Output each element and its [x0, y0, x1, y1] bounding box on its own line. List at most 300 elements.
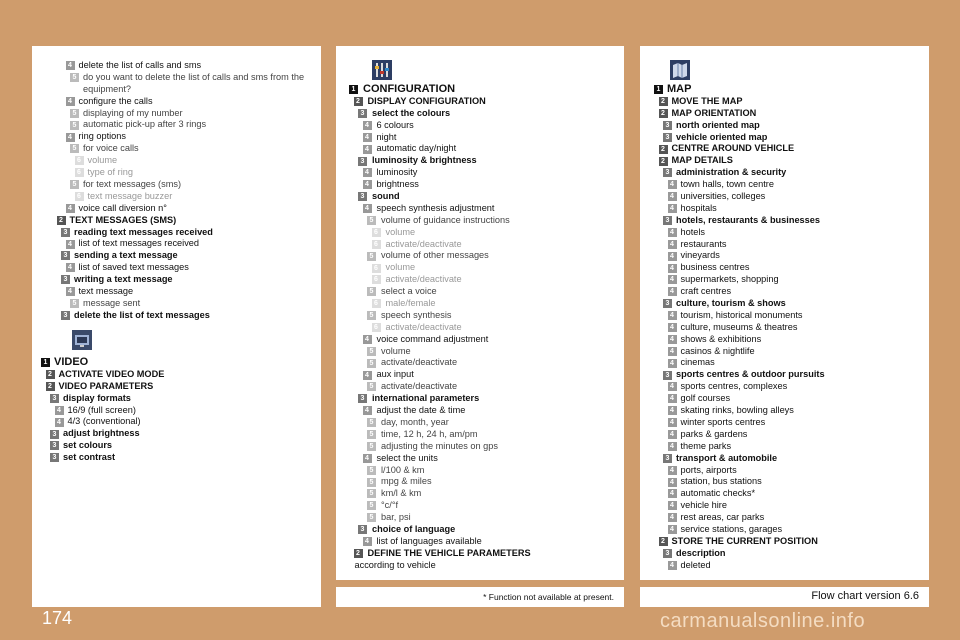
menu-item-label: activate/deactivate [381, 357, 458, 368]
level-badge: 4 [668, 323, 677, 332]
menu-item [640, 346, 929, 358]
menu-item-label: culture, tourism & shows [676, 298, 786, 309]
menu-item [52, 72, 341, 96]
level-badge: 3 [50, 394, 59, 403]
level-badge: 2 [46, 370, 55, 379]
menu-item-label: activate/deactivate [385, 321, 462, 332]
level-badge: 4 [668, 478, 677, 487]
level-badge: 4 [668, 287, 677, 296]
menu-item-label: day, month, year [381, 416, 449, 427]
level-badge: 4 [668, 489, 677, 498]
menu-item [640, 167, 929, 179]
level-badge: 5 [367, 513, 376, 522]
menu-item [52, 60, 341, 72]
footnote-box [336, 587, 624, 607]
menu-item-label: select the colours [372, 107, 451, 118]
menu-item-label: north oriented map [676, 119, 760, 130]
level-badge: 4 [66, 287, 75, 296]
menu-item [32, 381, 321, 393]
level-badge: 6 [372, 264, 381, 273]
menu-item-label: DEFINE THE VEHICLE PARAMETERS [367, 547, 531, 558]
menu-item-label: volume of other messages [381, 250, 489, 261]
level-badge: 4 [363, 145, 372, 154]
level-badge: 4 [668, 240, 677, 249]
menu-item-label: volume [87, 155, 118, 166]
menu-item-label: theme parks [680, 440, 732, 451]
level-badge: 3 [50, 453, 59, 462]
menu-item [32, 440, 321, 452]
level-badge: 1 [349, 85, 358, 94]
level-badge: 5 [367, 466, 376, 475]
menu-item [336, 203, 624, 215]
level-badge: 3 [663, 168, 672, 177]
menu-item [640, 96, 929, 108]
panel-configuration [336, 46, 624, 580]
menu-item [336, 453, 624, 465]
menu-item-label: volume [381, 345, 411, 356]
menu-item-label: town halls, town centre [680, 179, 774, 190]
menu-item-label: select a voice [381, 286, 437, 297]
panel-telephone [32, 46, 321, 607]
menu-item-label: writing a text message [74, 274, 173, 285]
menu-item-label: reading text messages received [74, 226, 213, 237]
menu-item-label: mpg & miles [381, 476, 432, 487]
menu-item-label: volume of guidance instructions [381, 214, 510, 225]
level-badge: 4 [668, 335, 677, 344]
level-badge: 2 [659, 537, 668, 546]
menu-item-label: adjust the date & time [376, 405, 466, 416]
menu-item-label: configure the calls [78, 95, 153, 106]
menu-item-label: brightness [376, 179, 419, 190]
menu-item-label: winter sports centres [680, 416, 766, 427]
level-badge: 2 [659, 145, 668, 154]
menu-item-label: DISPLAY CONFIGURATION [367, 95, 486, 106]
menu-item-label: voice call diversion n° [78, 202, 167, 213]
watermark: carmanualsonline.info [660, 610, 866, 632]
menu-item [640, 334, 929, 346]
menu-item [640, 215, 929, 227]
level-badge: 2 [57, 216, 66, 225]
menu-item-label: ACTIVATE VIDEO MODE [58, 368, 165, 379]
menu-item-label: for voice calls [83, 143, 139, 154]
level-badge: 4 [668, 347, 677, 356]
level-badge: 5 [367, 442, 376, 451]
menu-item-label: hotels, restaurants & businesses [676, 214, 820, 225]
menu-item-label: male/female [385, 298, 436, 309]
menu-item-label: golf courses [680, 393, 731, 404]
menu-item [640, 120, 929, 132]
menu-item [640, 262, 929, 274]
level-badge: 2 [354, 549, 363, 558]
menu-item [640, 524, 929, 536]
level-badge: 3 [663, 133, 672, 142]
menu-item [336, 548, 624, 560]
menu-item [52, 227, 341, 239]
level-badge: 2 [659, 97, 668, 106]
menu-item-label: 4/3 (conventional) [67, 416, 141, 427]
menu-item [52, 155, 341, 167]
video-menu-list [32, 357, 321, 464]
level-badge: 4 [363, 335, 372, 344]
menu-item [336, 465, 624, 477]
menu-item-label: skating rinks, bowling alleys [680, 405, 794, 416]
map-menu-list [640, 84, 929, 572]
menu-item [336, 191, 624, 203]
level-badge: 4 [668, 418, 677, 427]
menu-item [336, 536, 624, 548]
level-badge: 3 [61, 251, 70, 260]
menu-item-label: automatic pick-up after 3 rings [83, 119, 207, 130]
level-badge: 4 [668, 204, 677, 213]
menu-item [52, 119, 341, 131]
menu-item [32, 416, 321, 428]
level-badge: 3 [358, 109, 367, 118]
level-badge: 4 [66, 97, 75, 106]
menu-item-label: craft centres [680, 286, 732, 297]
menu-item-label: select the units [376, 452, 438, 463]
menu-item-label: km/l & km [381, 488, 422, 499]
level-badge: 4 [363, 204, 372, 213]
menu-item-label: sound [372, 191, 400, 202]
level-badge: 5 [70, 299, 79, 308]
menu-item [336, 405, 624, 417]
menu-item [52, 143, 341, 155]
panel-map [640, 46, 929, 580]
menu-item [640, 179, 929, 191]
level-badge: 5 [367, 478, 376, 487]
menu-item [336, 132, 624, 144]
menu-item [640, 155, 929, 167]
menu-item-label: do you want to delete the list of calls and sms from the equipment? [83, 71, 305, 94]
menu-item [640, 227, 929, 239]
menu-item-label: °c/°f [381, 500, 399, 511]
level-badge: 4 [668, 311, 677, 320]
menu-item-label: set contrast [63, 452, 116, 463]
menu-item-label: restaurants [680, 238, 727, 249]
telephone-menu-list [52, 60, 341, 322]
level-badge: 4 [668, 430, 677, 439]
level-badge: 4 [668, 359, 677, 368]
menu-item [640, 476, 929, 488]
menu-item [336, 417, 624, 429]
menu-item-label: luminosity & brightness [372, 155, 477, 166]
menu-item [640, 143, 929, 155]
level-badge: 4 [668, 228, 677, 237]
menu-item-label: delete the list of text messages [74, 309, 210, 320]
menu-item [52, 298, 341, 310]
menu-item [640, 453, 929, 465]
menu-item [640, 250, 929, 262]
menu-item-label: choice of language [372, 523, 456, 534]
level-badge: 3 [61, 275, 70, 284]
menu-item [640, 405, 929, 417]
level-badge: 6 [75, 192, 84, 201]
level-badge: 6 [75, 168, 84, 177]
menu-item [32, 405, 321, 417]
menu-item-label: vineyards [680, 250, 720, 261]
menu-item [336, 250, 624, 262]
menu-item [52, 238, 341, 250]
menu-item [640, 369, 929, 381]
menu-item-label: message sent [83, 297, 141, 308]
menu-item [640, 132, 929, 144]
menu-item [52, 179, 341, 191]
menu-item [336, 298, 624, 310]
menu-item [336, 346, 624, 358]
menu-item-label: 6 colours [376, 119, 414, 130]
menu-item-label: STORE THE CURRENT POSITION [671, 535, 818, 546]
menu-item [52, 286, 341, 298]
menu-item-label: luminosity [376, 167, 418, 178]
level-badge: 4 [363, 406, 372, 415]
level-badge: 4 [66, 133, 75, 142]
menu-item-label: vehicle oriented map [676, 131, 768, 142]
menu-item [336, 239, 624, 251]
menu-item [640, 536, 929, 548]
menu-item-label: CENTRE AROUND VEHICLE [671, 143, 795, 154]
level-badge: 5 [367, 359, 376, 368]
menu-item-label: CONFIGURATION [363, 83, 456, 95]
menu-item-label: sports centres & outdoor pursuits [676, 369, 825, 380]
menu-item-label: shows & exhibitions [680, 333, 762, 344]
level-badge: 5 [367, 216, 376, 225]
menu-item [640, 500, 929, 512]
level-badge: 4 [668, 394, 677, 403]
level-badge: 4 [668, 513, 677, 522]
menu-item [336, 322, 624, 334]
menu-item [336, 215, 624, 227]
menu-item-label: parks & gardens [680, 428, 748, 439]
menu-item-label: hotels [680, 226, 706, 237]
menu-item-label: sending a text message [74, 250, 178, 261]
menu-item-label: l/100 & km [381, 464, 425, 475]
level-badge: 5 [70, 73, 79, 82]
level-badge: 5 [70, 109, 79, 118]
menu-item-label: activate/deactivate [385, 238, 462, 249]
menu-item-label: VIDEO PARAMETERS [58, 380, 154, 391]
level-badge: 4 [66, 204, 75, 213]
level-badge: 4 [668, 561, 677, 570]
menu-item [336, 524, 624, 536]
menu-item [640, 560, 929, 572]
menu-item-label: VIDEO [54, 356, 89, 368]
menu-item-label: MAP ORIENTATION [671, 107, 757, 118]
menu-item [640, 108, 929, 120]
menu-item-label: TEXT MESSAGES (SMS) [69, 214, 177, 225]
menu-item [640, 488, 929, 500]
level-badge: 4 [668, 525, 677, 534]
level-badge: 5 [367, 252, 376, 261]
level-badge: 3 [358, 192, 367, 201]
level-badge: 4 [668, 192, 677, 201]
level-badge: 4 [363, 371, 372, 380]
menu-item [640, 393, 929, 405]
menu-item-label: time, 12 h, 24 h, am/pm [381, 428, 478, 439]
menu-item [336, 560, 624, 572]
level-badge: 3 [61, 228, 70, 237]
level-badge: 4 [668, 264, 677, 273]
level-badge: 3 [50, 441, 59, 450]
level-badge: 6 [372, 299, 381, 308]
level-badge: 2 [46, 382, 55, 391]
menu-item-label: adjust brightness [63, 428, 140, 439]
level-badge: 3 [663, 299, 672, 308]
menu-item [336, 120, 624, 132]
level-badge: 5 [367, 430, 376, 439]
menu-item-label: text message buzzer [87, 190, 173, 201]
menu-item [336, 310, 624, 322]
menu-item-label: administration & security [676, 167, 787, 178]
level-badge: 5 [367, 287, 376, 296]
level-badge: 4 [363, 168, 372, 177]
menu-item [52, 215, 341, 227]
menu-item [336, 108, 624, 120]
menu-item [32, 369, 321, 381]
menu-item [336, 429, 624, 441]
level-badge: 4 [668, 275, 677, 284]
menu-item [336, 441, 624, 453]
level-badge: 6 [372, 228, 381, 237]
menu-item-label: volume [385, 262, 416, 273]
menu-item-label: aux input [376, 369, 414, 380]
menu-item-label: volume [385, 226, 416, 237]
menu-item [52, 167, 341, 179]
menu-item [336, 179, 624, 191]
menu-item [336, 488, 624, 500]
level-badge: 3 [358, 525, 367, 534]
menu-item [640, 274, 929, 286]
menu-item [336, 381, 624, 393]
level-badge: 4 [668, 501, 677, 510]
version-box [640, 587, 929, 607]
level-badge: 5 [367, 347, 376, 356]
menu-item-label: hospitals [680, 202, 717, 213]
menu-item-label: MAP [667, 83, 692, 95]
level-badge: 4 [668, 252, 677, 261]
level-badge: 3 [61, 311, 70, 320]
menu-item-label: rest areas, car parks [680, 512, 765, 523]
configuration-menu-list [336, 84, 624, 572]
level-badge: 4 [363, 121, 372, 130]
menu-item-label: casinos & nightlife [680, 345, 755, 356]
level-badge: 3 [663, 454, 672, 463]
menu-item-label: transport & automobile [676, 452, 778, 463]
level-badge: 4 [363, 537, 372, 546]
menu-item-label: universities, colleges [680, 191, 766, 202]
menu-item [640, 84, 929, 96]
menu-item-label: according to vehicle [354, 559, 436, 570]
menu-item-label: cinemas [680, 357, 715, 368]
menu-item [640, 322, 929, 334]
menu-item-label: displaying of my number [83, 107, 183, 118]
level-badge: 6 [372, 240, 381, 249]
level-badge: 3 [663, 216, 672, 225]
menu-item-label: automatic checks* [680, 488, 756, 499]
menu-item [336, 155, 624, 167]
level-badge: 4 [668, 442, 677, 451]
menu-item [640, 191, 929, 203]
page-number: 174 [42, 608, 73, 628]
menu-item-label: activate/deactivate [385, 274, 462, 285]
menu-item [336, 274, 624, 286]
level-badge: 4 [66, 61, 75, 70]
level-badge: 3 [663, 371, 672, 380]
menu-item [640, 381, 929, 393]
menu-item-label: deleted [680, 559, 711, 570]
menu-item [336, 393, 624, 405]
menu-item-label: speech synthesis [381, 309, 452, 320]
menu-item-label: business centres [680, 262, 750, 273]
menu-item [336, 369, 624, 381]
menu-item-label: sports centres, complexes [680, 381, 788, 392]
level-badge: 1 [41, 358, 50, 367]
level-badge: 5 [367, 501, 376, 510]
menu-item-label: set colours [63, 440, 113, 451]
level-badge: 3 [358, 394, 367, 403]
menu-item-label: delete the list of calls and sms [78, 60, 202, 70]
level-badge: 4 [55, 418, 64, 427]
menu-item [336, 334, 624, 346]
menu-item-label: description [676, 547, 726, 558]
level-badge: 6 [75, 156, 84, 165]
flow-chart-version: Flow chart version 6.6 [811, 590, 919, 602]
level-badge: 4 [66, 263, 75, 272]
level-badge: 4 [668, 466, 677, 475]
menu-item-label: station, bus stations [680, 476, 762, 487]
menu-item [52, 262, 341, 274]
menu-item-label: ring options [78, 131, 126, 142]
level-badge: 4 [66, 240, 75, 249]
level-badge: 5 [367, 489, 376, 498]
settings-icon [372, 60, 392, 80]
menu-item [640, 203, 929, 215]
menu-item-label: list of languages available [376, 535, 482, 546]
menu-item [640, 429, 929, 441]
menu-item [640, 465, 929, 477]
menu-item [640, 286, 929, 298]
menu-item-label: MAP DETAILS [671, 155, 733, 166]
level-badge: 5 [70, 180, 79, 189]
menu-item [52, 310, 341, 322]
menu-item [640, 548, 929, 560]
menu-item [640, 310, 929, 322]
menu-item [336, 476, 624, 488]
menu-item [640, 298, 929, 310]
level-badge: 3 [663, 549, 672, 558]
level-badge: 4 [668, 382, 677, 391]
menu-item [32, 357, 321, 369]
level-badge: 4 [668, 406, 677, 415]
menu-item-label: tourism, historical monuments [680, 309, 803, 320]
menu-item-label: text message [78, 285, 134, 296]
level-badge: 6 [372, 323, 381, 332]
menu-item-label: ports, airports [680, 464, 737, 475]
menu-item-label: supermarkets, shopping [680, 274, 779, 285]
menu-item [336, 286, 624, 298]
menu-item [52, 191, 341, 203]
menu-item-label: list of text messages received [78, 238, 200, 249]
menu-item [52, 203, 341, 215]
menu-item [52, 250, 341, 262]
menu-item [32, 428, 321, 440]
menu-item [640, 512, 929, 524]
video-icon [72, 330, 92, 350]
menu-item-label: adjusting the minutes on gps [381, 440, 498, 451]
level-badge: 1 [654, 85, 663, 94]
menu-item [336, 357, 624, 369]
menu-item [336, 500, 624, 512]
menu-item [640, 357, 929, 369]
